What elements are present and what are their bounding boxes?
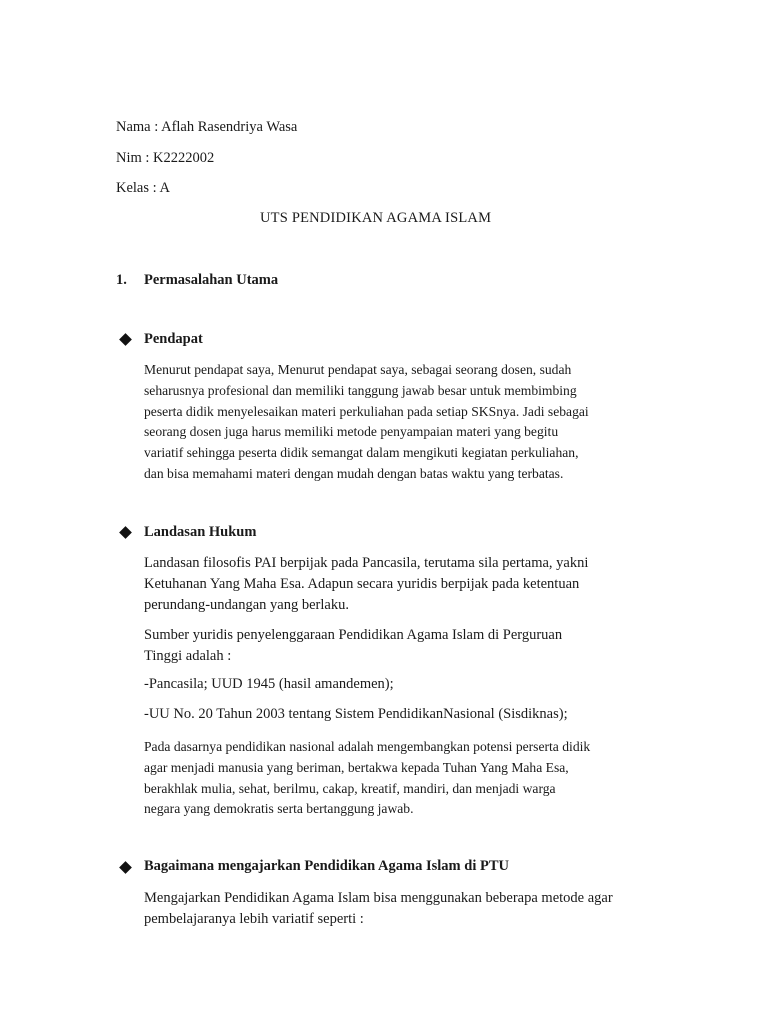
text-line: variatif sehingga peserta didik semangat dalam mengikuti kegiatan perkuliahan, xyxy=(144,445,579,461)
text-line: Ketuhanan Yang Maha Esa. Adapun secara yuridis berpijak pada ketentuan xyxy=(144,575,580,592)
text-line: Menurut pendapat saya, Menurut pendapat saya, sebagai seorang dosen, sudah xyxy=(144,362,572,377)
bagaimana-paragraph xyxy=(144,888,664,930)
pendapat-heading: Pendapat xyxy=(144,331,203,347)
text-line: Sumber yuridis penyelenggaraan Pendidikan Agama Islam di Perguruan xyxy=(144,627,563,643)
text-line: peserta didik menyelesaikan materi perkuliahan pada setiap SKSnya. Jadi sebagai xyxy=(144,403,589,419)
text-line: Mengajarkan Pendidikan Agama Islam bisa menggunakan beberapa metode agar xyxy=(144,890,613,906)
landasan-paragraph-3 xyxy=(144,737,664,820)
landasan-heading: Landasan Hukum xyxy=(144,524,257,540)
text-line: Landasan filosofis PAI berpijak pada Pancasila, terutama sila pertama, yakni xyxy=(144,555,589,571)
pendapat-paragraph xyxy=(144,360,664,485)
section-heading: Permasalahan Utama xyxy=(144,272,279,288)
text-line: seharusnya profesional dan memiliki tanggung jawab besar untuk membimbing xyxy=(144,382,577,398)
landasan-paragraph-1 xyxy=(144,553,664,615)
landasan-paragraph-2 xyxy=(144,625,664,667)
bullet-diamond-icon xyxy=(119,333,132,346)
bagaimana-heading: Bagaimana mengajarkan Pendidikan Agama Islam di PTU xyxy=(144,858,509,874)
student-name: Nama : Aflah Rasendriya Wasa xyxy=(116,119,298,135)
student-class: Kelas : A xyxy=(116,180,170,196)
text-line: berakhlak mulia, sehat, berilmu, cakap, kreatif, mandiri, dan menjadi warga xyxy=(144,780,556,796)
text-line: pembelajaranya lebih variatif seperti : xyxy=(144,910,364,927)
section-number: 1. xyxy=(116,272,127,288)
text-line: perundang-undangan yang berlaku. xyxy=(144,596,349,613)
text-line: Tinggi adalah : xyxy=(144,647,232,664)
student-nim: Nim : K2222002 xyxy=(116,150,215,166)
legal-item-2: -UU No. 20 Tahun 2003 tentang Sistem PendidikanNasional (Sisdiknas); xyxy=(144,706,568,722)
document-title: UTS PENDIDIKAN AGAMA ISLAM xyxy=(260,210,492,226)
bullet-diamond-icon xyxy=(119,861,132,874)
text-line: Pada dasarnya pendidikan nasional adalah mengembangkan potensi perserta didik xyxy=(144,739,591,754)
text-line: negara yang demokratis serta bertanggung jawab. xyxy=(144,801,414,817)
legal-item-1: -Pancasila; UUD 1945 (hasil amandemen); xyxy=(144,676,394,692)
bullet-diamond-icon xyxy=(119,526,132,539)
text-line: dan bisa memahami materi dengan mudah dengan batas waktu yang terbatas. xyxy=(144,465,564,481)
text-line: agar menjadi manusia yang beriman, bertakwa kepada Tuhan Yang Maha Esa, xyxy=(144,759,569,775)
text-line: seorang dosen juga harus memiliki metode penyampaian materi yang begitu xyxy=(144,424,559,440)
